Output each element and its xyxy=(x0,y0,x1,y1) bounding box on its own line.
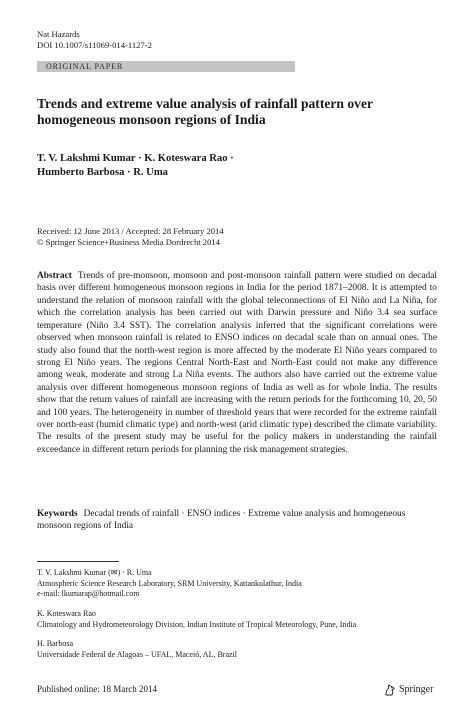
affiliation-authors: H. Barbosa xyxy=(37,639,73,648)
abstract-text: Trends of pre-monsoon, monsoon and post-monsoon rainfall pattern were studied on decadal basis over different homogeneous monsoon regions in India for the period 1871–2008. It is attempted to understand the relation of monsoon rainfall with the global teleconnections of El Niño and La Niña, for which the correlation analysis has been carried out with Darwin pressure and Niño 3.4 sea surface temperature (Niño 3.4 SST). The correlation analysis inferred that the significant correlations were observed when monsoon rainfall is related to ENSO indices on decadal scale than on annual ones. The study also found that the north-west region is more affected by the moderate El Niño years compared to strong El Niño years. The regions Central North-East and North-East could not make any difference among weak, moderate and strong La Niña events. The authors also have carried out the extreme value analysis over different homogeneous monsoon regions of India as well as for whole India. The results show that the return values of rainfall are increasing with the return periods for the forthcoming 10, 20, 50 and 100 years. The heterogeneity in number of threshold years that were recorded for the extreme rainfall over north-east (humid climatic type) and north-west (arid climatic type) described the climate variability. The results of the present study may be useful for the policy makers in understanding the rainfall exceedance in different return periods for planning the risk management strategies. xyxy=(37,271,437,455)
springer-horse-icon xyxy=(384,684,396,696)
publication-dates xyxy=(37,226,447,249)
affiliation-institution: Atmospheric Science Research Laboratory, SRM University, Kattankulathur, India xyxy=(37,578,302,588)
running-header xyxy=(37,29,152,51)
affiliation-authors: T. V. Lakshmi Kumar (✉) · R. Uma xyxy=(37,568,152,577)
keywords-text: Decadal trends of rainfall · ENSO indices · Extreme value analysis and homogeneous monsoon regions of India xyxy=(37,509,406,532)
affiliation-institution: Universidade Federal de Alagoas – UFAL, Maceió, AL, Brazil xyxy=(37,649,238,659)
author-list xyxy=(37,152,447,180)
footnote-divider xyxy=(37,561,119,562)
affiliation-email: e-mail: lkumarap@hotmail.com xyxy=(37,589,140,599)
keywords xyxy=(37,508,437,533)
affiliation-authors: K. Koteswara Rao xyxy=(37,609,96,618)
publisher-logo xyxy=(384,683,433,696)
affiliation-institution: Climatology and Hydrometeorology Division, Indian Institute of Tropical Meteorology, Pune, India xyxy=(37,619,357,629)
paper-title: Trends and extreme value analysis of rainfall pattern over homogeneous monsoon regions of India xyxy=(37,96,373,127)
author-line-2: Humberto Barbosa · R. Uma xyxy=(37,167,168,178)
section-label: ORIGINAL PAPER xyxy=(46,62,124,71)
author-line-1: T. V. Lakshmi Kumar · K. Koteswara Rao · xyxy=(37,153,234,164)
affiliation-1 xyxy=(37,568,457,600)
section-label-bar xyxy=(37,61,295,72)
affiliation-2 xyxy=(37,609,457,630)
abstract-label: Abstract xyxy=(37,271,72,281)
abstract xyxy=(37,270,437,456)
published-online: Published online: 18 March 2014 xyxy=(37,684,157,694)
received-accepted: Received: 12 June 2013 / Accepted: 28 February 2014 xyxy=(37,226,224,236)
doi: DOI 10.1007/s11069-014-1127-2 xyxy=(37,40,152,50)
journal-name: Nat Hazards xyxy=(37,29,80,39)
publisher-name: Springer xyxy=(399,683,434,695)
keywords-label: Keywords xyxy=(37,509,78,519)
affiliation-3 xyxy=(37,639,457,660)
copyright: © Springer Science+Business Media Dordrecht 2014 xyxy=(37,237,220,248)
